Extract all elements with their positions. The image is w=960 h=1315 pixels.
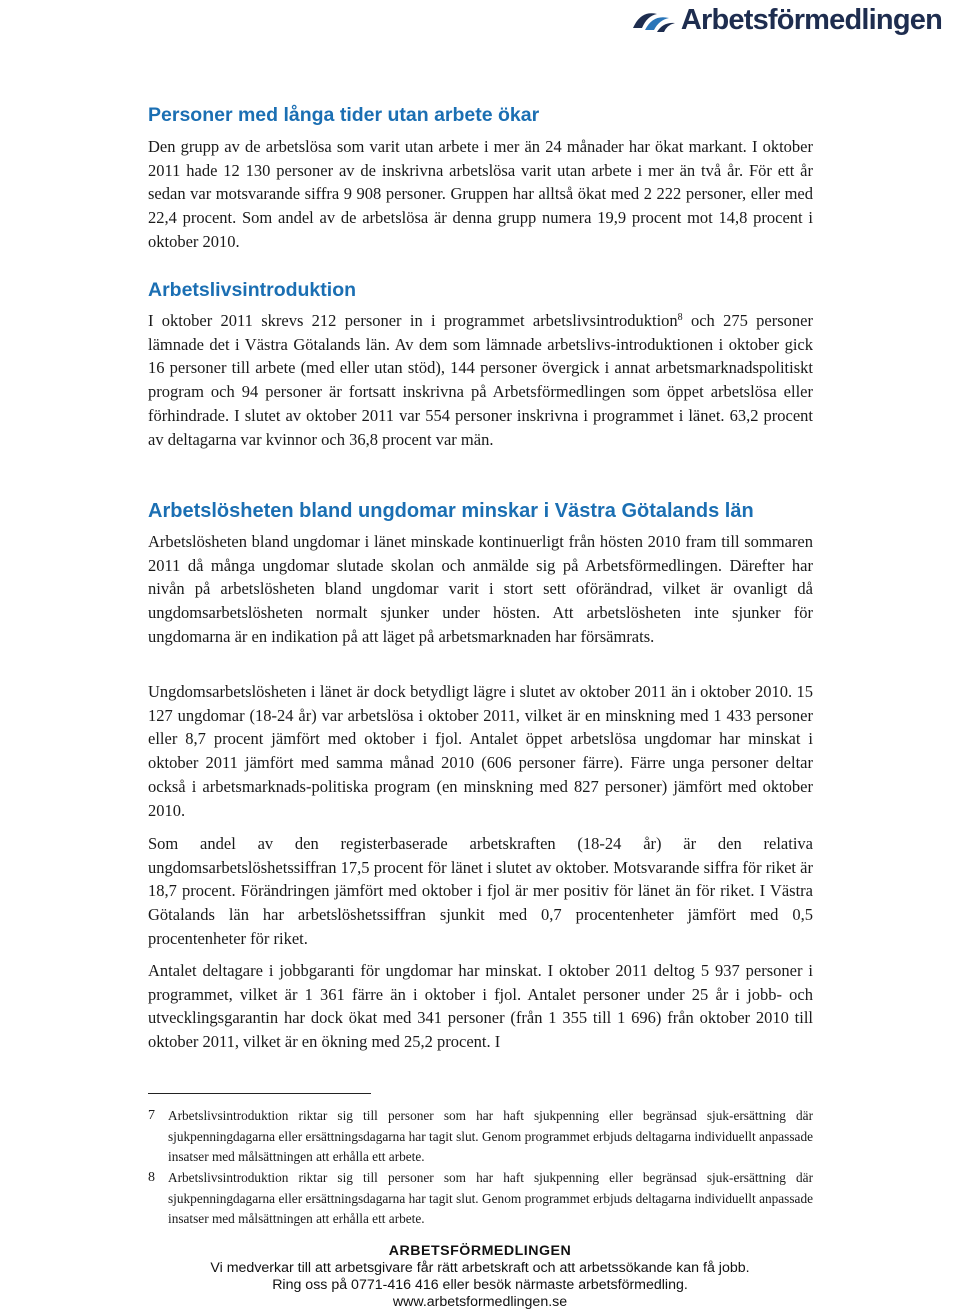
brand-logo	[631, 2, 942, 38]
footer-contact: Ring oss på 0771-416 416 eller besök närmaste arbetsförmedling.	[272, 1277, 688, 1293]
footer-tagline: Vi medverkar till att arbetsgivare får rätt arbetskraft och att arbetssökande kan få jobb.	[210, 1260, 750, 1276]
paragraph-text: I oktober 2011 skrevs 212 personer in i programmet arbetslivsintroduktion	[148, 311, 678, 330]
paragraph: Antalet deltagare i jobbgaranti för ungdomar har minskat. I oktober 2011 deltog 5 937 personer i programmet, vilket är 1 361 färre än i oktober i fjol. Antalet personer under 25 år i jobb- och utvecklingsgarantin har dock ökat med 341 personer (från 1 355 till 1 696) från oktober 2010 till oktober 2011, vilket är en ökning med 25,2 procent. I	[148, 961, 813, 1052]
paragraph: Som andel av den registerbaserade arbetskraften (18-24 år) är den relativa ungdomsarbetslöshetssiffran 17,5 procent för länet i slutet av oktober. Motsvarande siffra för riket är 18,7 procent. Förändringen jämfört med oktober i fjol är mer positiv för länet än för riket. I Västra Götalands län har arbetslöshetssiffran sjunkit med 0,7 procentenheter jämfört med 0,5 procentenheter för riket.	[148, 834, 813, 948]
paragraph: Den grupp av de arbetslösa som varit utan arbete i mer än 24 månader har ökat markant. I oktober 2011 hade 12 130 personer av de inskrivna arbetslösa varit utan arbete i mer än två år. För ett år sedan var motsvarande siffra 9 908 personer. Gruppen har alltså ökat med 2 222 personer, eller med 22,4 procent. Som andel av de arbetslösa är denna grupp numera 19,9 procent mot 14,8 procent i oktober 2010.	[148, 137, 813, 251]
footer-org: ARBETSFÖRMEDLINGEN	[388, 1243, 572, 1259]
paragraph	[148, 309, 813, 451]
paragraph: Ungdomsarbetslösheten i länet är dock betydligt lägre i slutet av oktober 2011 än i oktober 2010. 15 127 ungdomar (18-24 år) var arbetslösa i oktober 2011, vilket är en minskning med 1 433 personer eller 8,7 procent jämfört med oktober i fjol. Antalet öppet arbetslösa ungdomar har minskat i oktober 2011 jämfört med samma månad 2010 (606 personer färre). Färre unga personer deltar också i arbetsmarknads-politiska program (en minskning med 827 personer) jämfört med oktober 2010.	[148, 682, 813, 820]
section-heading-youth-unemployment: Arbetslösheten bland ungdomar minskar i Västra Götalands län	[148, 500, 754, 522]
footnote-number: 8	[148, 1170, 155, 1185]
footnote-text: Arbetslivsintroduktion riktar sig till personer som har haft sjukpenning eller begränsad sjuk-ersättning där sjukpenningdagarna eller ersättningsdagarna har tagit slut. Genom programmet erbjuds deltagarna individuellt anpassade insatser med målsättningen att erhålla ett arbete.	[168, 1170, 813, 1226]
footnote	[148, 1106, 813, 1168]
footnote-number: 7	[148, 1108, 155, 1123]
section-heading-long-term-unemployed: Personer med långa tider utan arbete ökar	[148, 104, 540, 126]
page-footer	[0, 1243, 960, 1311]
logo-text: Arbetsförmedlingen	[680, 3, 942, 36]
arbetsformedlingen-logo-icon	[631, 6, 677, 34]
section-heading-arbetslivsintroduktion: Arbetslivsintroduktion	[148, 279, 357, 301]
footnote	[148, 1168, 813, 1230]
footnote-text: Arbetslivsintroduktion riktar sig till personer som har haft sjukpenning eller begränsad sjuk-ersättning där sjukpenningdagarna eller ersättningsdagarna har tagit slut. Genom programmet erbjuds deltagarna individuellt anpassade insatser med målsättningen att erhålla ett arbete.	[168, 1108, 813, 1164]
footer-url-link[interactable]: www.arbetsformedlingen.se	[392, 1294, 568, 1310]
footnote-divider	[148, 1093, 371, 1094]
paragraph: Arbetslösheten bland ungdomar i länet minskade kontinuerligt från hösten 2010 fram till sommaren 2011 då många ungdomar slutade skolan och anmälde sig på Arbetsförmedlingen. Därefter har nivån på arbetslösheten bland ungdomar varit i stort sett oförändrad, vilket är ovanligt då ungdomsarbetslösheten normalt sjunker under hösten. Att arbetslösheten inte sjunker för ungdomarna är en indikation på att läget på arbetsmarknaden har försämrats.	[148, 532, 813, 646]
footnote-ref[interactable]: 8	[677, 312, 683, 323]
paragraph-text: och 275 personer lämnade det i Västra Götalands län. Av dem som lämnade arbetslivs-introduktionen i oktober gick 16 personer till arbete (med eller utan stöd), 144 personer övergick i annat arbetsmarknadspolitiskt program och 94 personer är fortsatt inskrivna på Arbetsförmedlingen som öppet arbetslösa eller förhindrade. I slutet av oktober 2011 var 554 personer inskrivna i programmet i länet. 63,2 procent av deltagarna var kvinnor och 36,8 procent var män.	[148, 311, 813, 449]
